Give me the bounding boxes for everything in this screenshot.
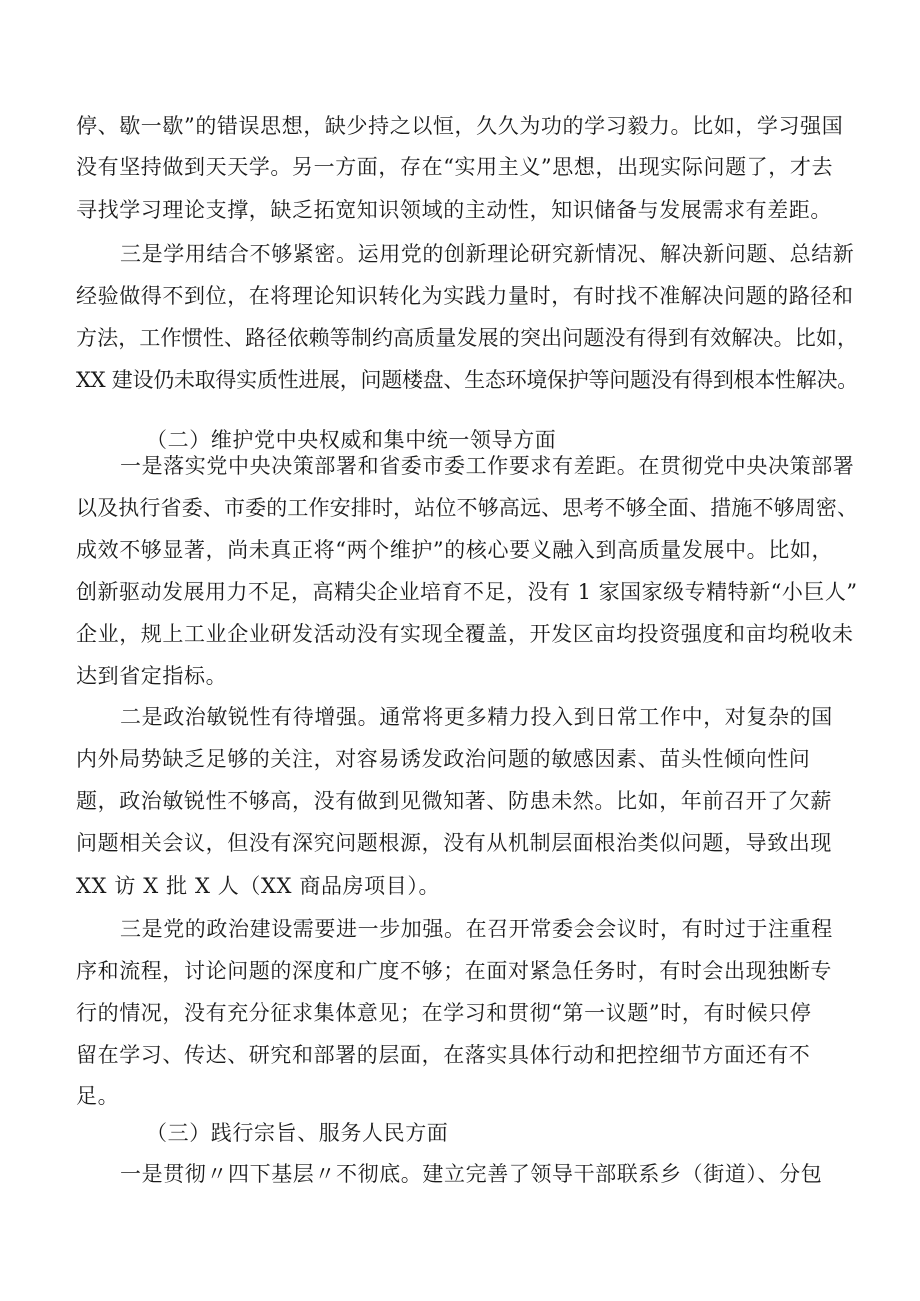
- text-line: 企业，规上工业企业研发活动没有实现全覆盖，开发区亩均投资强度和亩均税收未: [76, 622, 854, 646]
- text-line: 寻找学习理论支撑，缺乏拓宽知识领域的主动性，知识储备与发展需求有差距。: [76, 198, 832, 222]
- text-line: 序和流程，讨论问题的深度和广度不够；在面对紧急任务时，有时会出现独断专: [76, 959, 832, 983]
- paragraph-start: 三是党的政治建设需要进一步加强。在召开常委会会议时，有时过于注重程: [120, 917, 833, 941]
- section-heading: （三）践行宗旨、服务人民方面: [146, 1121, 449, 1145]
- text-line: 以及执行省委、市委的工作安排时，站位不够高远、思考不够全面、措施不够周密、: [76, 496, 859, 520]
- text-line: 题，政治敏锐性不够高，没有做到见微知著、防患未然。比如，年前召开了欠薪: [76, 789, 832, 813]
- text-line: 经验做得不到位，在将理论知识转化为实践力量时，有时找不准解决问题的路径和: [76, 284, 854, 308]
- text-line: 达到省定指标。: [76, 664, 228, 688]
- text-line: XX 访 X 批 X 人（XX 商品房项目）。: [76, 874, 441, 898]
- text-line: 问题相关会议，但没有深究问题根源，没有从机制层面根治类似问题，导致出现: [76, 831, 832, 855]
- text-line: 创新驱动发展用力不足，高精尖企业培育不足，没有 1 家国家级专精特新“小巨人”: [76, 580, 858, 604]
- text-line: 内外局势缺乏足够的关注，对容易诱发政治问题的敏感因素、苗头性倾向性问: [76, 747, 811, 771]
- text-line: 行的情况，没有充分征求集体意见；在学习和贯彻“第一议题”时，有时候只停: [76, 1001, 812, 1025]
- text-line: XX 建设仍未取得实质性进展，问题楼盘、生态环境保护等问题没有得到根本性解决。: [76, 368, 858, 392]
- text-line: 方法，工作惯性、路径依赖等制约高质量发展的突出问题没有得到有效解决。比如，: [76, 326, 859, 350]
- paragraph-start: 一是贯彻〃四下基层〃不彻底。建立完善了领导干部联系乡（街道）、分包: [120, 1162, 823, 1186]
- paragraph-start: 一是落实党中央决策部署和省委市委工作要求有差距。在贯彻党中央决策部署: [120, 454, 855, 478]
- text-line: 停、歇一歇”的错误思想，缺少持之以恒，久久为功的学习毅力。比如，学习强国: [76, 114, 844, 138]
- text-line: 成效不够显著，尚未真正将“两个维护”的核心要义融入到高质量发展中。比如，: [76, 538, 834, 562]
- paragraph-start: 二是政治敏锐性有待增强。通常将更多精力投入到日常工作中，对复杂的国: [120, 705, 833, 729]
- text-line: 留在学习、传达、研究和部署的层面，在落实具体行动和把控细节方面还有不: [76, 1043, 811, 1067]
- text-line: 足。: [76, 1084, 120, 1108]
- text-line: 没有坚持做到天天学。另一方面，存在“实用主义”思想，出现实际问题了，才去: [76, 155, 834, 179]
- paragraph-start: 三是学用结合不够紧密。运用党的创新理论研究新情况、解决新问题、总结新: [120, 242, 855, 266]
- section-heading: （二）维护党中央权威和集中统一领导方面: [146, 428, 557, 452]
